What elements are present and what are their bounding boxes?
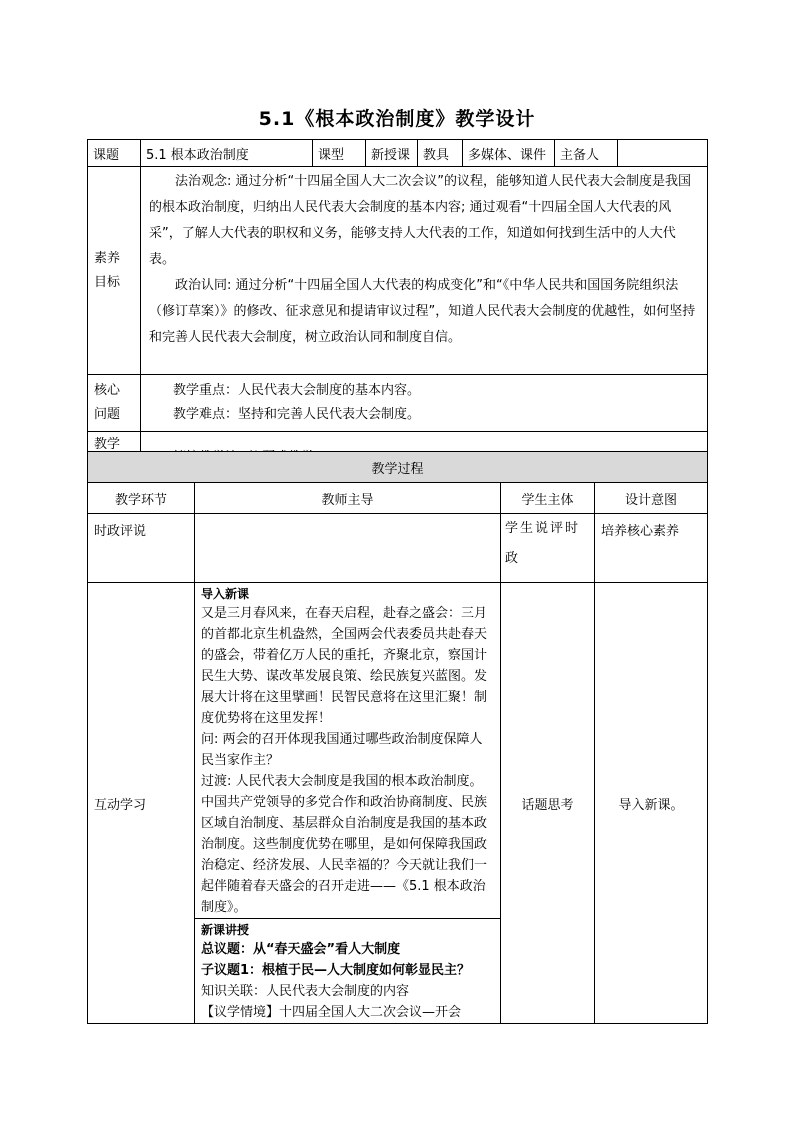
topic-value: 5.1 根本政治制度	[141, 140, 313, 167]
sub-topic: 子议题1：根植于民—人大制度如何彰显民主？	[201, 963, 471, 978]
tools-value: 多媒体、课件	[463, 140, 555, 167]
new-lesson-heading: 新课讲授	[201, 923, 250, 937]
issues-label: 核心 问题	[88, 375, 141, 432]
process-header-row	[88, 483, 708, 514]
header-stage: 教学环节	[88, 483, 195, 514]
intro-question: 问: 两会的召开体现我国通过哪些政治制度保障人民当家作主？	[201, 732, 483, 768]
intro-text: 又是三月春风来，在春天启程，赴春之盛会：三月的首都北京生机盎然，全国两会代表委员共赴春天的盛会，带着亿万人民的重托，齐聚北京，察国计民生大势、谋改革发展良策、绘民族复兴蓝图。发展大计将在这里擘画！民智民意将在这里汇聚！制度优势将在这里发挥！	[201, 606, 488, 726]
interact-student: 话题思考	[501, 583, 595, 1024]
process-banner-row	[88, 452, 708, 483]
news-intent: 培养核心素养	[595, 514, 708, 583]
new-lesson-section	[195, 918, 500, 1023]
knowledge-link: 知识关联：人民代表大会制度的内容	[201, 984, 410, 999]
table-row	[88, 514, 708, 583]
news-teacher	[195, 514, 501, 583]
intro-transition: 过渡: 人民代表大会制度是我国的根本政治制度。中国共产党领导的多党合作和政治协商制度、民族区域自治制度、基层群众自治制度是我国的基本政治制度。这些制度优势在哪里，是如何保障我国政治稳定、经济发展、人民幸福的？今天就让我们一起伴随着春天盛会的召开走进——《5.1 根本政治制度》。	[201, 774, 488, 915]
intro-heading: 导入新课	[201, 587, 250, 601]
goals-politics: 政治认同: 通过分析“十四届全国人大代表的构成变化”和“《中华人民共和国国务院组织法（修订草案）》的修改、征求意见和提请审议过程”，知道人民代表大会制度的优越性，如何坚持和完善人民代表大会制度，树立政治认同和制度自信。	[149, 278, 696, 345]
goals-law: 法治观念: 通过分析“十四届全国人大二次会议”的议程，能够知道人民代表大会制度是我国的根本政治制度，归纳出人民代表大会制度的基本内容; 通过观看“十四届全国人大代表的风采”，了解人大代表的职权和义务，能够支持人大代表的工作，知道如何找到生活中的人大代表。	[149, 174, 691, 267]
issues-row	[88, 375, 708, 432]
scenario: 【议学情境】十四届全国人大二次会议—开会	[201, 1005, 462, 1020]
type-label: 课型	[313, 140, 366, 167]
page-title: 5.1《根本政治制度》教学设计	[258, 108, 536, 130]
preparer-label: 主备人	[555, 140, 618, 167]
key-point: 教学重点：人民代表大会制度的基本内容。	[173, 383, 421, 398]
info-header-row	[88, 140, 708, 167]
news-stage: 时政评说	[88, 514, 195, 583]
goals-label: 素养 目标	[88, 167, 141, 375]
preparer-value	[618, 140, 708, 167]
interact-intent: 导入新课。	[595, 583, 708, 1024]
tools-label: 教具	[418, 140, 463, 167]
process-banner: 教学过程	[88, 452, 708, 483]
news-student: 学生说评时政	[501, 514, 595, 583]
main-topic: 总议题：从“春天盛会”看人大制度	[201, 942, 401, 957]
interact-stage: 互动学习	[88, 583, 195, 1024]
difficult-point: 教学难点：坚持和完善人民代表大会制度。	[173, 407, 421, 422]
process-table	[87, 451, 708, 1024]
issues-content	[141, 375, 708, 432]
goals-content	[141, 167, 708, 375]
header-teacher: 教师主导	[195, 483, 501, 514]
goals-row	[88, 167, 708, 375]
type-value: 新授课	[366, 140, 418, 167]
header-student: 学生主体	[501, 483, 595, 514]
info-table	[87, 139, 708, 482]
header-intent: 设计意图	[595, 483, 708, 514]
method-label: 教学	[88, 432, 141, 482]
topic-label: 课题	[88, 140, 141, 167]
interact-teacher	[195, 583, 501, 1024]
table-row	[88, 583, 708, 1024]
